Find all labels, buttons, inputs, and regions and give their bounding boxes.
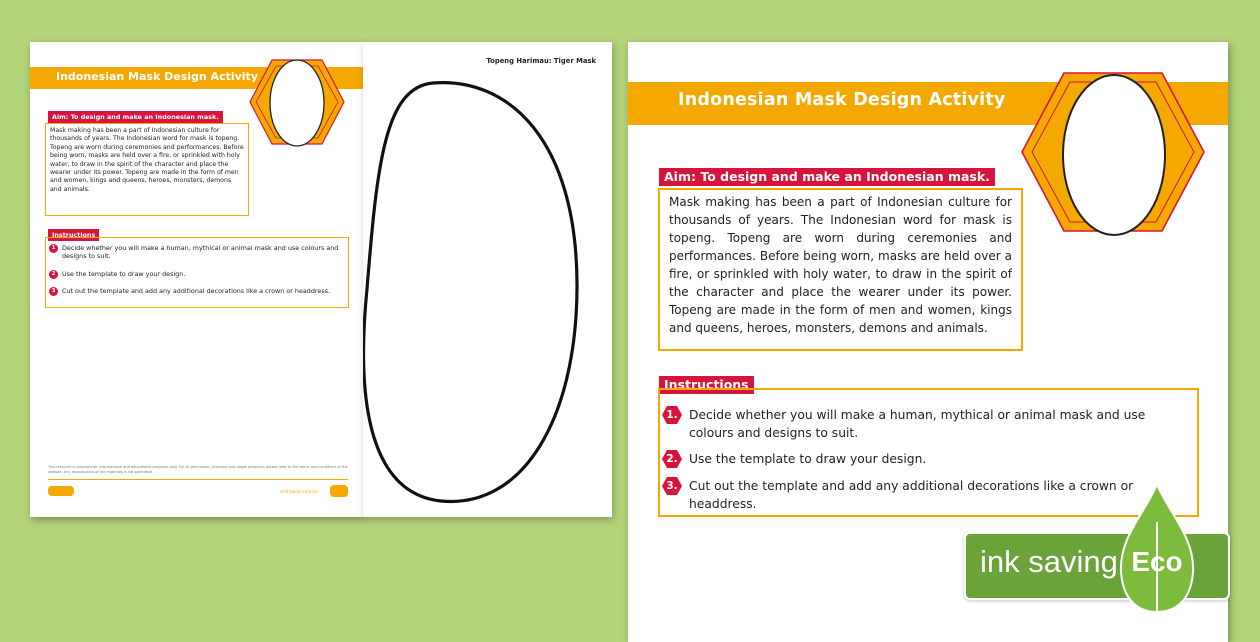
instruction-text: Cut out the template and add any additional decorations like a crown or headdress.: [62, 287, 331, 295]
step-number-3: 3: [49, 287, 58, 296]
step-number-3: 3.: [662, 476, 682, 496]
step-number-1: 1: [49, 244, 58, 253]
footer-fine-print: This resource is provided for informational and educational purposes only. For all permission, licensing and usage questions please refer to the terms and conditions of the website. Any reproduction of the materials is not permitted.: [48, 465, 348, 474]
aim-text-box: Mask making has been a part of Indonesian culture for thousands of years. The Indonesian word for mask is topeng. Topeng are worn during ceremonies and performances. Before being worn, masks are held over a fire, or sprinkled with holy water, to draw in the spirit of the character and place the wearer under its power. Topeng are made in the form of men and women, kings and queens, heroes, monsters, demons and animals.: [45, 123, 249, 216]
twinkl-logo-icon: [48, 486, 74, 496]
template-title: Topeng Harimau: Tiger Mask: [486, 57, 596, 65]
eco-leaf-icon: [1118, 482, 1196, 624]
worksheet-preview-small: [30, 42, 363, 517]
mask-outline-icon: [363, 79, 612, 517]
aim-text-box: Mask making has been a part of Indonesian culture for thousands of years. The Indonesian word for mask is topeng. Topeng are worn during ceremonies and performances. Before being worn, masks are held over a fire, or sprinkled with holy water, to draw in the spirit of the character and place the wearer under its power. Topeng are made in the form of men and women, kings and queens, heroes, monsters, demons and animals.: [658, 188, 1023, 351]
instruction-text: Cut out the template and add any additional decorations like a crown or headdress.: [689, 479, 1134, 511]
eco-label: Eco: [1131, 546, 1183, 577]
instruction-text: Decide whether you will make a human, mythical or animal mask and use colours and designs to suit.: [62, 244, 339, 261]
hexagon-mask-icon: [248, 56, 346, 148]
step-number-2: 2: [49, 270, 58, 279]
ink-saving-label: ink saving: [980, 544, 1118, 579]
publisher-badge-icon: [330, 485, 348, 497]
instructions-label: Instructions: [659, 376, 754, 394]
mask-template-sheet: [363, 42, 612, 517]
worksheet-title: Indonesian Mask Design Activity: [678, 90, 1006, 110]
worksheet-title: Indonesian Mask Design Activity: [56, 70, 258, 83]
aim-label: Aim: To design and make an Indonesian mask.: [659, 168, 995, 186]
instruction-text: Use the template to draw your design.: [689, 452, 927, 466]
footer-url: visit twinkl.com.au: [280, 489, 318, 494]
instructions-label: Instructions: [48, 229, 99, 241]
instruction-text: Decide whether you will make a human, mythical or animal mask and use colours and designs to suit.: [689, 408, 1146, 440]
hexagon-mask-icon: [1018, 67, 1208, 237]
step-number-2: 2.: [662, 449, 682, 469]
aim-label: Aim: To design and make an Indonesian mask.: [48, 111, 223, 123]
step-number-1: 1.: [662, 405, 682, 425]
instruction-text: Use the template to draw your design.: [62, 270, 186, 278]
footer-divider: [48, 479, 348, 480]
